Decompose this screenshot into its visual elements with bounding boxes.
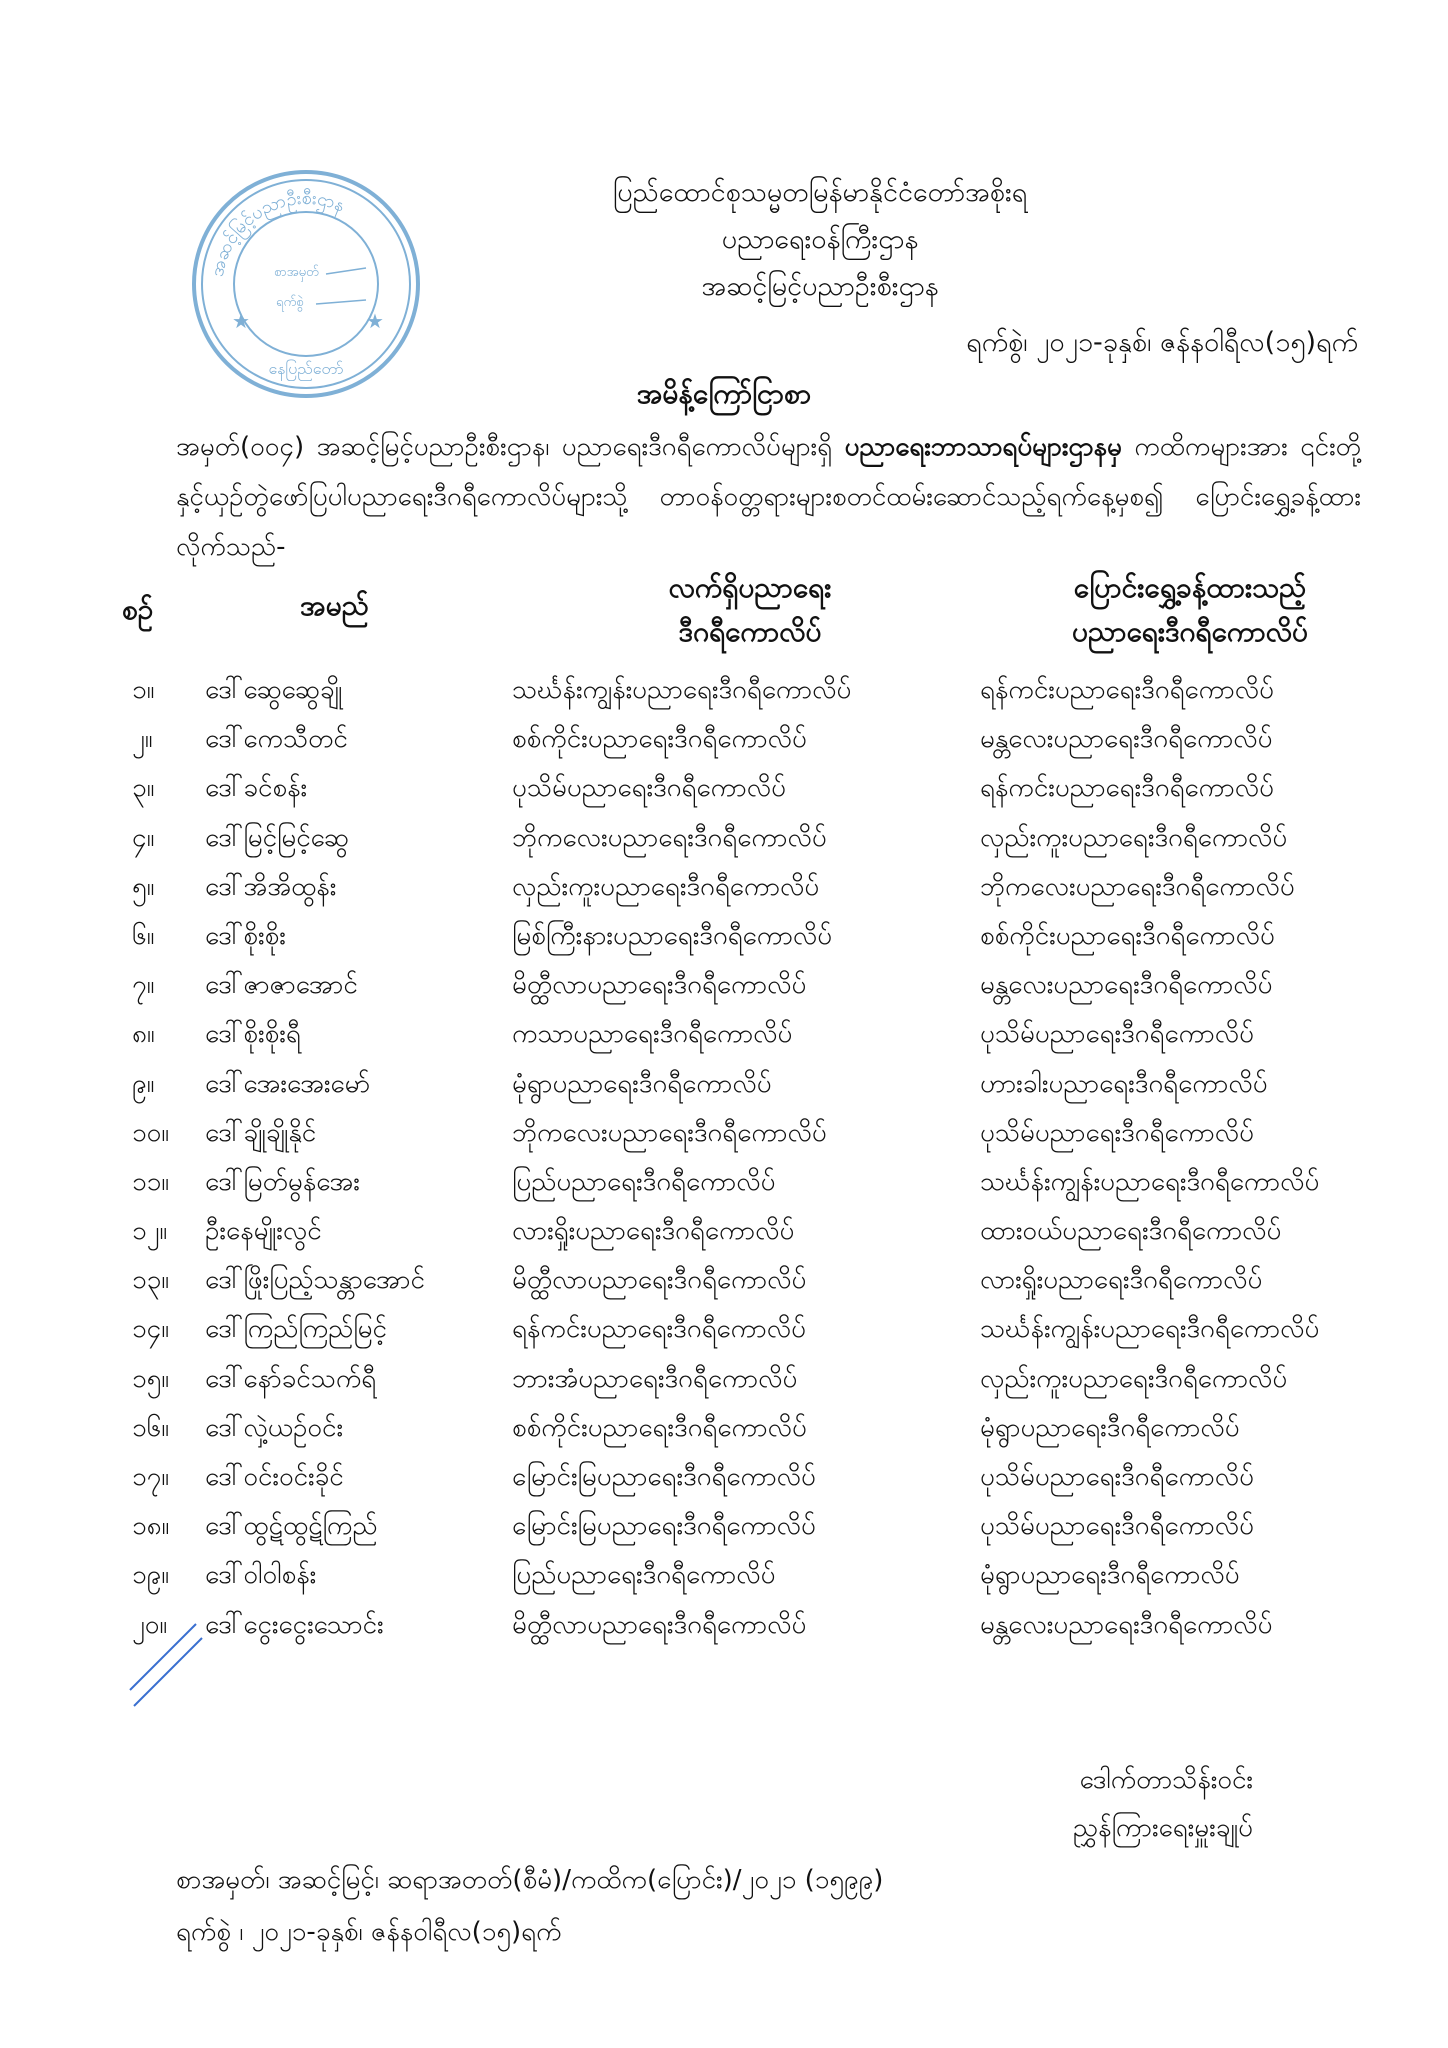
row-new-college: မန္တလေးပညာရေးဒီဂရီကောလိပ် (980, 724, 1273, 755)
transfer-table (0, 666, 1448, 1650)
row-name: ဒေါ်ခင်စန်း (205, 773, 308, 804)
intro-paragraph (176, 422, 1361, 572)
row-number: ၁၉။ (132, 1560, 170, 1591)
table-row (0, 1207, 1448, 1256)
reference-number: စာအမှတ်၊ အဆင့်မြင့်၊ ဆရာအတတ်(စီမံ)/ကထိက(ပြောင်း)/၂၀၂၁ (၁၅၉၉) (176, 1865, 884, 1895)
table-row (0, 1453, 1448, 1502)
row-current-college: ပြည်ပညာရေးဒီဂရီကောလိပ် (512, 1560, 776, 1591)
seal-line-1: စာအမှတ် (274, 265, 319, 280)
row-current-college: ရန်ကင်းပညာရေးဒီဂရီကောလိပ် (512, 1314, 806, 1345)
table-row (0, 863, 1448, 912)
row-name: ဒေါ်အိအိထွန်း (205, 871, 337, 902)
row-current-college: မြစ်ကြီးနားပညာရေးဒီဂရီကောလိပ် (512, 920, 833, 951)
row-new-college: မုံရွာပညာရေးဒီဂရီကောလိပ် (980, 1412, 1240, 1443)
table-row (0, 1158, 1448, 1207)
seal-line-2: ရက်စွဲ (276, 295, 304, 310)
row-number: ၁၀။ (132, 1117, 170, 1148)
row-current-college: သင်္ဃန်းကျွန်းပညာရေးဒီဂရီကောလိပ် (512, 675, 852, 705)
row-new-college: ပုသိမ်ပညာရေးဒီဂရီကောလိပ် (980, 1117, 1254, 1148)
table-row (0, 1355, 1448, 1404)
row-new-college: ဘိုကလေးပညာရေးဒီဂရီကောလိပ် (980, 871, 1295, 902)
row-number: ၂၀။ (132, 1609, 168, 1640)
header-name: အမည် (300, 589, 369, 622)
row-current-college: ဘိုကလေးပညာရေးဒီဂရီကောလိပ် (512, 1117, 827, 1148)
row-current-college: ဘိုကလေးပညာရေးဒီဂရီကောလိပ် (512, 822, 827, 853)
table-row (0, 1601, 1448, 1650)
row-name: ဒေါ်ဝါဝါစန်း (205, 1560, 317, 1591)
row-number: ၁၃။ (132, 1265, 170, 1296)
seal-star-icon: ★ (232, 309, 250, 333)
header-no: စဉ် (122, 593, 154, 626)
signatory-title: ညွှန်ကြားရေးမှူးချုပ် (1072, 1813, 1253, 1843)
row-current-college: မိတ္ထီလာပညာရေးဒီဂရီကောလိပ် (512, 970, 807, 1001)
header-current-line-2: ဒီဂရီကောလိပ် (678, 615, 822, 648)
table-row (0, 666, 1448, 715)
row-number: ၈။ (132, 1019, 155, 1050)
row-new-college: သင်္ဃန်းကျွန်းပညာရေးဒီဂရီကောလိပ် (980, 1166, 1320, 1197)
row-number: ၁၇။ (132, 1462, 170, 1492)
footer-date: ရက်စွဲ ၊ ၂၀၂၁-ခုနှစ်၊ ဇန်နဝါရီလ(၁၅)ရက် (176, 1917, 562, 1947)
row-name: ဒေါ်ထွဋ်ထွဋ်ကြည် (205, 1511, 378, 1542)
row-name: ဒေါ်အေးအေးမော် (205, 1068, 371, 1099)
row-new-college: မုံရွာပညာရေးဒီဂရီကောလိပ် (980, 1560, 1240, 1591)
row-number: ၁၅။ (132, 1363, 170, 1394)
row-number: ၁၂။ (132, 1216, 168, 1247)
row-number: ၆။ (132, 920, 155, 951)
row-current-college: စစ်ကိုင်းပညာရေးဒီဂရီကောလိပ် (512, 1412, 807, 1443)
row-new-college: လှည်းကူးပညာရေးဒီဂရီကောလိပ် (980, 1363, 1288, 1394)
table-row (0, 1551, 1448, 1600)
row-current-college: လှည်းကူးပညာရေးဒီဂရီကောလိပ် (512, 871, 820, 902)
row-new-college: သင်္ဃန်းကျွန်းပညာရေးဒီဂရီကောလိပ် (980, 1314, 1320, 1345)
table-row (0, 715, 1448, 764)
row-current-college: ပုသိမ်ပညာရေးဒီဂရီကောလိပ် (512, 773, 786, 804)
header-current-college (600, 566, 900, 654)
row-name: ဒေါ်ငွေးငွေးသောင်း (205, 1609, 384, 1640)
row-name: ဒေါ်ဆွေဆွေချို (205, 675, 343, 705)
row-current-college: ဘားအံပညာရေးဒီဂရီကောလိပ် (512, 1363, 798, 1394)
table-row (0, 1404, 1448, 1453)
header-department: အဆင့်မြင့်ပညာဦးစီးဌာန (701, 271, 939, 302)
table-row (0, 1256, 1448, 1305)
signatory-name: ဒေါက်တာသိန်းဝင်း (1079, 1765, 1253, 1795)
row-new-college: လှည်းကူးပညာရေးဒီဂရီကောလိပ် (980, 822, 1288, 853)
row-name: ဒေါ်ဇာဇာအောင် (205, 970, 358, 1001)
table-row (0, 764, 1448, 813)
header-date: ရက်စွဲ၊ ၂၀၂၁-ခုနှစ်၊ ဇန်နဝါရီလ(၁၅)ရက် (966, 327, 1358, 358)
row-new-college: စစ်ကိုင်းပညာရေးဒီဂရီကောလိပ် (980, 920, 1275, 951)
row-current-college: လားရှိုးပညာရေးဒီဂရီကောလိပ် (512, 1216, 795, 1247)
row-new-college: ရန်ကင်းပညာရေးဒီဂရီကောလိပ် (980, 675, 1274, 705)
document-title: အမိန့်ကြော်ငြာစာ (636, 377, 812, 410)
row-number: ၁။ (132, 675, 155, 705)
intro-part-1: အမှတ်(၀၀၄) အဆင့်မြင့်ပညာဦးစီးဌာန၊ ပညာရေးဒီဂရီကောလိပ်များရှိ (176, 432, 845, 462)
row-current-college: မြောင်းမြပညာရေးဒီဂရီကောလိပ် (512, 1511, 816, 1542)
intro-part-2: ကထိကများအား ၎င်းတို့နှင့်ယှဉ်တွဲဖော်ပြပါပညာရေးဒီဂရီကောလိပ်များသို့ တာဝန်ဝတ္တရားများစတင်ထမ်းဆောင်သည့်ရက်နေ့မှစ၍ ပြောင်းရွှေ့ခန့်ထားလိုက်သည်- (176, 432, 1361, 562)
row-current-college: ပြည်ပညာရေးဒီဂရီကောလိပ် (512, 1166, 776, 1197)
row-name: ဦးနေမျိုးလွင် (205, 1216, 322, 1247)
row-name: ဒေါ်ကြည်ကြည်မြင့် (205, 1314, 387, 1345)
row-new-college: ဟားခါးပညာရေးဒီဂရီကောလိပ် (980, 1068, 1268, 1099)
header-ministry: ပညာရေးဝန်ကြီးဌာန (721, 224, 919, 255)
row-current-college: ကသာပညာရေးဒီဂရီကောလိပ် (512, 1019, 793, 1050)
row-name: ဒေါ်ကေသီတင် (205, 724, 348, 755)
row-new-college: မန္တလေးပညာရေးဒီဂရီကောလိပ် (980, 970, 1273, 1001)
row-number: ၇။ (132, 970, 155, 1001)
table-row (0, 912, 1448, 961)
header-new-college (1020, 566, 1360, 654)
row-name: ဒေါ်ဝင်းဝင်းခိုင် (205, 1462, 344, 1492)
row-current-college: မြောင်းမြပညာရေးဒီဂရီကောလိပ် (512, 1462, 816, 1492)
table-row (0, 1060, 1448, 1109)
row-name: ဒေါ်မြင့်မြင့်ဆွေ (205, 822, 349, 853)
handwritten-slash-marks (126, 1620, 206, 1710)
row-number: ၁၈။ (132, 1511, 170, 1542)
row-name: ဒေါ်လှဲ့ယဉ်ဝင်း (205, 1412, 344, 1443)
row-current-college: မုံရွာပညာရေးဒီဂရီကောလိပ် (512, 1068, 772, 1099)
row-current-college: စစ်ကိုင်းပညာရေးဒီဂရီကောလိပ် (512, 724, 807, 755)
row-new-college: ပုသိမ်ပညာရေးဒီဂရီကောလိပ် (980, 1462, 1254, 1492)
header-new-line-2: ပညာရေးဒီဂရီကောလိပ် (1072, 615, 1308, 648)
row-name: ဒေါ်စိုးစိုး (205, 920, 286, 951)
seal-bottom-text: နေပြည်တော် (268, 359, 344, 378)
row-current-college: မိတ္ထီလာပညာရေးဒီဂရီကောလိပ် (512, 1265, 807, 1296)
seal-ring-text: အဆင့်မြင့်ပညာဦးစီးဌာန (206, 187, 349, 279)
table-row (0, 814, 1448, 863)
row-number: ၃။ (132, 773, 155, 804)
row-name: ဒေါ်နော်ခင်သက်ရီ (205, 1363, 377, 1394)
row-number: ၁၄။ (132, 1314, 170, 1345)
row-current-college: မိတ္ထီလာပညာရေးဒီဂရီကောလိပ် (512, 1609, 807, 1640)
row-new-college: မန္တလေးပညာရေးဒီဂရီကောလိပ် (980, 1609, 1273, 1640)
intro-bold: ပညာရေးဘာသာရပ်များဌာနမှ (844, 432, 1122, 462)
row-new-college: ရန်ကင်းပညာရေးဒီဂရီကောလိပ် (980, 773, 1274, 804)
table-row (0, 961, 1448, 1010)
table-row (0, 1010, 1448, 1059)
row-name: ဒေါ်စိုးစိုးရီ (205, 1019, 301, 1050)
seal-star-icon: ★ (366, 309, 384, 333)
row-name: ဒေါ်မြတ်မွန်အေး (205, 1166, 360, 1197)
row-number: ၄။ (132, 822, 155, 853)
row-number: ၉။ (132, 1068, 155, 1099)
table-row (0, 1502, 1448, 1551)
row-number: ၁၁။ (132, 1166, 170, 1197)
header-new-line-1: ပြောင်းရွှေ့ခန့်ထားသည့် (1073, 571, 1307, 604)
table-row (0, 1305, 1448, 1354)
header-current-line-1: လက်ရှိပညာရေး (668, 571, 832, 604)
row-new-college: ထားဝယ်ပညာရေးဒီဂရီကောလိပ် (980, 1216, 1282, 1247)
row-number: ၅။ (132, 871, 155, 902)
row-name: ဒေါ်ချိုချိုနိုင် (205, 1117, 317, 1148)
row-number: ၂။ (132, 724, 153, 755)
row-number: ၁၆။ (132, 1412, 170, 1443)
table-row (0, 1109, 1448, 1158)
row-name: ဒေါ်ဖြိုးပြည့်သန္တာအောင် (205, 1265, 425, 1296)
row-new-college: ပုသိမ်ပညာရေးဒီဂရီကောလိပ် (980, 1019, 1254, 1050)
header-government: ပြည်ထောင်စုသမ္မတမြန်မာနိုင်ငံတော်အစိုးရ (612, 177, 1028, 208)
row-new-college: လားရှိုးပညာရေးဒီဂရီကောလိပ် (980, 1265, 1263, 1296)
row-new-college: ပုသိမ်ပညာရေးဒီဂရီကောလိပ် (980, 1511, 1254, 1542)
